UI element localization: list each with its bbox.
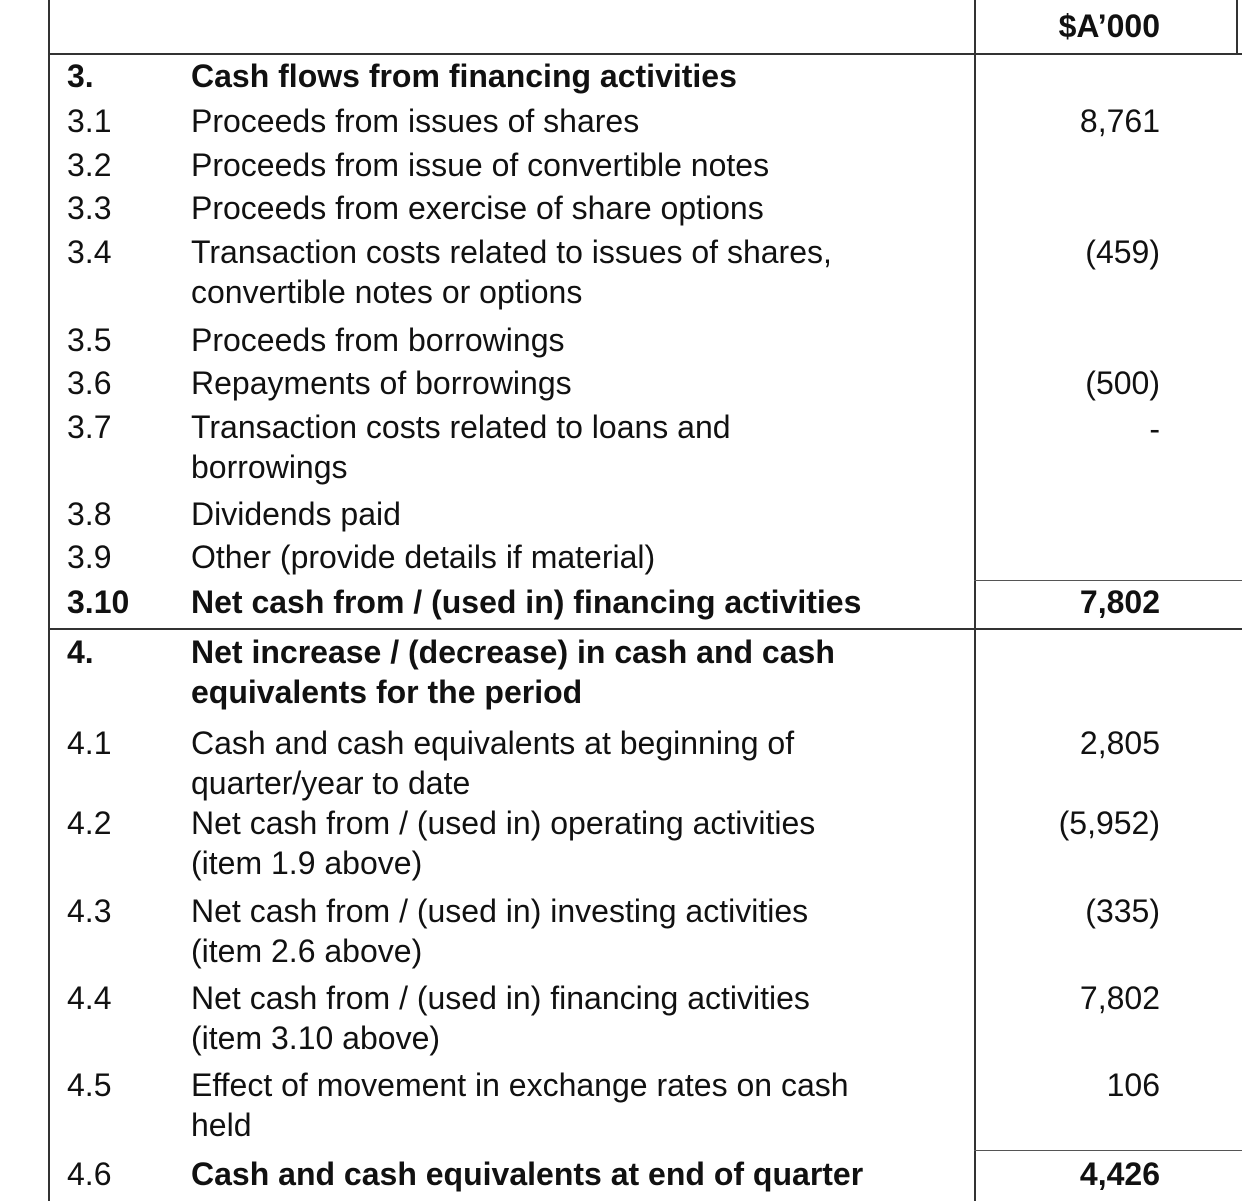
section-heading-continued: equivalents for the period (191, 674, 583, 710)
header-divider (48, 53, 1242, 55)
row-number: 3. (67, 58, 94, 94)
amount-column-header: $A’000 (1058, 8, 1160, 44)
subtotal-amount: 7,802 (1079, 584, 1160, 620)
row-number: 4.3 (67, 893, 112, 929)
row-amount: - (1149, 411, 1160, 447)
row-description: Effect of movement in exchange rates on cash (191, 1067, 849, 1103)
row-description-continued: (item 2.6 above) (191, 933, 423, 969)
table-left-border (48, 0, 50, 1201)
total-amount: 4,426 (1079, 1156, 1160, 1192)
row-description: Dividends paid (191, 496, 401, 532)
table-right-border (1236, 0, 1238, 55)
row-number: 4.2 (67, 805, 112, 841)
row-number: 3.5 (67, 322, 112, 358)
row-description: Proceeds from exercise of share options (191, 190, 764, 226)
row-description-continued: held (191, 1107, 252, 1143)
row-number: 3.9 (67, 539, 112, 575)
row-number: 3.1 (67, 103, 112, 139)
row-number: 3.10 (67, 584, 130, 620)
row-number: 3.8 (67, 496, 112, 532)
row-amount: (500) (1085, 365, 1160, 401)
amount-column-border (974, 0, 976, 1201)
row-number: 3.3 (67, 190, 112, 226)
row-description: Net cash from / (used in) operating activities (191, 805, 816, 841)
row-description-continued: quarter/year to date (191, 765, 471, 801)
subtotal-rule-top (974, 580, 1242, 581)
row-number: 4.1 (67, 725, 112, 761)
row-number: 3.4 (67, 234, 112, 270)
row-description: Proceeds from borrowings (191, 322, 565, 358)
row-description: Proceeds from issue of convertible notes (191, 147, 770, 183)
row-description: Proceeds from issues of shares (191, 103, 640, 139)
row-number: 4.4 (67, 980, 112, 1016)
section-heading: Net increase / (decrease) in cash and cash (191, 634, 835, 670)
row-description: Net cash from / (used in) investing activities (191, 893, 809, 929)
row-description: Net cash from / (used in) financing activities (191, 980, 810, 1016)
section-heading: Cash flows from financing activities (191, 58, 737, 94)
row-description-continued: borrowings (191, 449, 348, 485)
row-number: 3.7 (67, 409, 112, 445)
row-number: 4.5 (67, 1067, 112, 1103)
row-amount: (459) (1085, 234, 1160, 270)
row-number: 4.6 (67, 1156, 112, 1192)
section-divider (48, 628, 1242, 630)
row-amount: (5,952) (1058, 805, 1160, 841)
row-amount: 106 (1106, 1067, 1160, 1103)
row-number: 4. (67, 634, 94, 670)
total-description: Cash and cash equivalents at end of quarter (191, 1156, 864, 1192)
row-amount: (335) (1085, 893, 1160, 929)
row-description-continued: (item 3.10 above) (191, 1020, 441, 1056)
row-amount: 8,761 (1079, 103, 1160, 139)
row-amount: 2,805 (1079, 725, 1160, 761)
row-description-continued: (item 1.9 above) (191, 845, 423, 881)
row-description: Cash and cash equivalents at beginning of (191, 725, 795, 761)
row-number: 3.6 (67, 365, 112, 401)
subtotal-description: Net cash from / (used in) financing activities (191, 584, 862, 620)
row-description-continued: convertible notes or options (191, 274, 583, 310)
row-description: Repayments of borrowings (191, 365, 572, 401)
total-rule-top (974, 1150, 1242, 1151)
row-description: Transaction costs related to issues of shares, (191, 234, 832, 270)
row-amount: 7,802 (1079, 980, 1160, 1016)
row-number: 3.2 (67, 147, 112, 183)
row-description: Other (provide details if material) (191, 539, 656, 575)
row-description: Transaction costs related to loans and (191, 409, 731, 445)
